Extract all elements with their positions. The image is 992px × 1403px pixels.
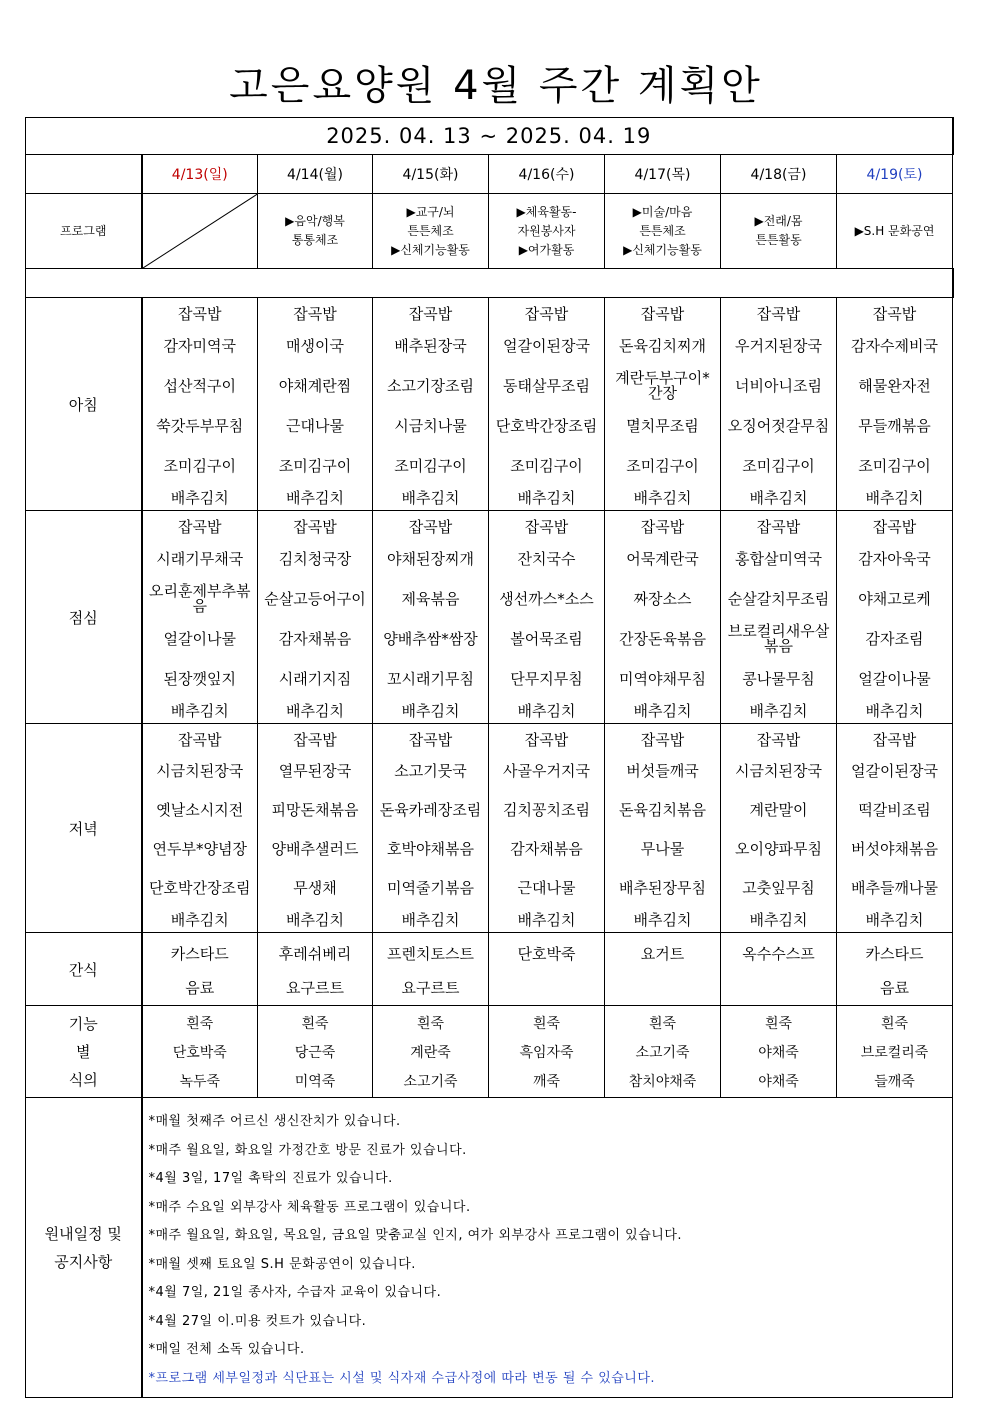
dinner-item: 배추된장무침	[619, 879, 706, 897]
notice-label	[26, 1098, 142, 1398]
breakfast-item: 감자수제비국	[851, 336, 938, 355]
special-diet-cell	[721, 1006, 837, 1098]
snack-item	[489, 971, 604, 1005]
breakfast-item: 잡곡밥	[640, 304, 685, 323]
slash-line	[143, 194, 258, 268]
breakfast-item: 얼갈이된장국	[503, 336, 590, 355]
special-diet-item: 참치야채죽	[628, 1074, 697, 1090]
lunch-item: 배추김치	[749, 701, 808, 720]
dinner-item: 미역줄기볶음	[387, 879, 474, 897]
lunch-label: 점심	[26, 511, 142, 724]
snack-item: 요거트	[640, 944, 685, 963]
breakfast-item: 잡곡밥	[408, 304, 453, 323]
dinner-item: 돈육김치볶음	[619, 801, 706, 819]
dinner-item: 감자채볶음	[510, 840, 583, 858]
notice-item: *매주 월요일, 화요일 가정간호 방문 진료가 있습니다.	[148, 1142, 467, 1158]
program-label: 프로그램	[26, 194, 142, 269]
lunch-item: 꼬시래기무침	[387, 669, 474, 688]
breakfast-item: 너비아니조림	[735, 376, 822, 395]
snack-cell	[142, 933, 258, 1006]
lunch-item: 생선까스*소스	[499, 589, 594, 608]
notice-cell	[142, 1098, 953, 1398]
lunch-item: 미역야채무침	[619, 669, 706, 688]
special-diet-item: 깨죽	[532, 1074, 561, 1090]
snack-item: 요구르트	[401, 978, 460, 997]
special-diet-item: 당근죽	[294, 1045, 336, 1061]
lunch-item: 순살갈치무조림	[727, 589, 830, 608]
spacer-cell	[26, 269, 953, 298]
notice-item: *매월 첫째주 어르신 생신잔치가 있습니다.	[148, 1114, 401, 1129]
lunch-item: 잡곡밥	[872, 517, 917, 536]
breakfast-item: 돈육김치찌개	[619, 336, 706, 355]
day-header: 4/16(수)	[489, 155, 605, 194]
special-diet-label	[26, 1006, 142, 1098]
breakfast-item: 오징어젓갈무침	[727, 416, 830, 435]
dinner-item: 버섯들깨국	[626, 762, 699, 780]
date-range-row	[26, 118, 953, 155]
lunch-item: 야채고로케	[858, 589, 931, 608]
special-diet-cell	[142, 1006, 258, 1098]
special-diet-item: 계란죽	[410, 1045, 451, 1061]
breakfast-item: 쑥갓두부무침	[156, 416, 244, 435]
breakfast-cell	[721, 298, 837, 511]
breakfast-item: 동태살무조림	[503, 376, 590, 395]
breakfast-cell	[258, 298, 373, 511]
dinner-item: 배추김치	[170, 910, 229, 929]
lunch-item: 배추김치	[865, 701, 924, 720]
breakfast-item: 우거지된장국	[735, 336, 822, 355]
special-diet-item: 브로컬리죽	[860, 1045, 929, 1061]
program-line: 자원봉사자	[517, 223, 576, 238]
lunch-item: 잡곡밥	[408, 517, 453, 536]
breakfast-item: 멸치무조림	[626, 416, 699, 435]
breakfast-cell	[837, 298, 953, 511]
lunch-item: 김치청국장	[278, 549, 352, 568]
special-diet-cell	[837, 1006, 953, 1098]
snack-cell	[837, 933, 953, 1006]
dinner-item: 무나물	[640, 840, 685, 858]
notice-item: *매주 월요일, 화요일, 목요일, 금요일 맞춤교실 인지, 여가 외부강사 프로그램이 있습니다.	[148, 1228, 683, 1243]
dinner-item: 호박야채볶음	[387, 840, 474, 858]
special-diet-item: 흰죽	[416, 1016, 445, 1032]
dinner-item: 연두부*양념장	[152, 840, 247, 858]
dinner-item: 잡곡밥	[872, 730, 917, 749]
special-diet-item: 야채죽	[758, 1045, 799, 1061]
dinner-item: 돈육카레장조림	[379, 801, 482, 819]
program-cell	[837, 194, 953, 269]
program-line: ▶여가활동	[518, 242, 575, 257]
notice-item: *4월 27일 이.미용 컷트가 있습니다.	[148, 1313, 367, 1329]
breakfast-item: 배추김치	[401, 488, 460, 507]
dinner-item: 버섯야채볶음	[851, 840, 938, 858]
lunch-cell	[489, 511, 605, 724]
program-line: ▶전래/몸	[754, 214, 803, 228]
program-line: ▶신체기능활동	[391, 242, 470, 257]
dinner-item: 무생채	[293, 879, 337, 897]
snack-cell	[258, 933, 373, 1006]
lunch-item: 잡곡밥	[293, 517, 337, 536]
breakfast-item: 잡곡밥	[756, 304, 801, 323]
dinner-item: 떡갈비조림	[858, 801, 931, 819]
snack-item: 단호박죽	[517, 944, 576, 963]
breakfast-item: 근대나물	[286, 416, 344, 435]
program-line: ▶체육활동-	[516, 204, 577, 219]
dinner-item: 계란말이	[749, 801, 808, 819]
program-cell	[721, 194, 837, 269]
snack-item	[721, 971, 836, 1005]
special-diet-cell	[258, 1006, 373, 1098]
dinner-item: 잡곡밥	[640, 730, 685, 749]
dinner-item: 배추김치	[401, 910, 460, 929]
special-diet-label-line: 식의	[68, 1070, 98, 1089]
spacer-row	[26, 269, 953, 298]
snack-cell	[721, 933, 837, 1006]
notice-row	[26, 1098, 953, 1398]
dinner-item: 잡곡밥	[408, 730, 453, 749]
dinner-item: 배추김치	[633, 910, 692, 929]
snack-item: 카스타드	[170, 944, 229, 963]
lunch-item: 볼어묵조림	[510, 629, 583, 648]
lunch-item: 단무지무침	[510, 669, 583, 688]
special-diet-item: 흰죽	[532, 1016, 561, 1032]
special-diet-cell	[373, 1006, 489, 1098]
date-range: 2025. 04. 13 ~ 2025. 04. 19	[26, 118, 953, 155]
snack-item: 음료	[880, 978, 909, 997]
special-diet-item: 소고기죽	[635, 1045, 690, 1061]
dinner-item: 잡곡밥	[524, 730, 569, 749]
special-diet-item: 흰죽	[301, 1016, 329, 1032]
weekly-plan-table	[25, 117, 954, 1398]
program-line: ▶음악/행복	[285, 214, 345, 228]
lunch-item: 야채된장찌개	[387, 549, 474, 568]
lunch-item: 감자채볶음	[278, 629, 352, 648]
breakfast-item: 단호박간장조림	[495, 416, 598, 435]
dinner-item: 시금치된장국	[156, 762, 244, 780]
dinner-item: 열무된장국	[278, 762, 352, 780]
breakfast-item: 배추김치	[517, 488, 576, 507]
dinner-cell	[837, 724, 953, 933]
dinner-cell	[258, 724, 373, 933]
dinner-item: 시금치된장국	[735, 762, 822, 780]
breakfast-item: 배추김치	[865, 488, 924, 507]
breakfast-item: 계란두부구이*간장	[615, 369, 710, 402]
dinner-item: 근대나물	[517, 879, 576, 897]
lunch-item: 배추김치	[286, 701, 344, 720]
dinner-item: 잡곡밥	[756, 730, 801, 749]
lunch-item: 배추김치	[170, 701, 229, 720]
day-header: 4/13(일)	[142, 155, 258, 194]
dinner-row	[26, 724, 953, 933]
breakfast-item: 배추된장국	[394, 336, 467, 355]
lunch-item: 시래기지짐	[278, 669, 352, 688]
lunch-item: 된장깻잎지	[163, 669, 236, 688]
breakfast-row	[26, 298, 953, 511]
page-title: 고은요양원 4월 주간 계획안	[229, 63, 763, 109]
special-diet-item: 흰죽	[648, 1016, 677, 1032]
lunch-item: 잡곡밥	[756, 517, 801, 536]
lunch-item: 배추김치	[633, 701, 692, 720]
breakfast-item: 무들깨볶음	[858, 416, 931, 435]
lunch-cell	[605, 511, 721, 724]
lunch-item: 얼갈이나물	[858, 669, 931, 688]
special-diet-item: 야채죽	[758, 1074, 799, 1090]
breakfast-item: 조미김구이	[858, 456, 931, 475]
breakfast-label: 아침	[26, 298, 142, 511]
breakfast-item: 섭산적구이	[163, 376, 236, 395]
dinner-item: 고춧잎무침	[742, 879, 815, 897]
lunch-item: 배추김치	[401, 701, 460, 720]
lunch-item: 오리훈제부추볶음	[149, 582, 251, 615]
breakfast-item: 조미김구이	[394, 456, 467, 475]
dinner-item: 오이양파무침	[735, 840, 822, 858]
special-diet-item: 녹두죽	[179, 1074, 221, 1090]
lunch-row	[26, 511, 953, 724]
day-header-row	[26, 155, 953, 194]
lunch-cell	[721, 511, 837, 724]
breakfast-item: 조미김구이	[278, 456, 352, 475]
breakfast-item: 감자미역국	[163, 336, 236, 355]
day-header: 4/15(화)	[373, 155, 489, 194]
special-diet-item: 미역죽	[294, 1074, 336, 1090]
snack-item: 음료	[185, 978, 215, 997]
snack-row	[26, 933, 953, 1006]
program-line: 통통체조	[291, 233, 339, 247]
special-diet-cell	[605, 1006, 721, 1098]
notice-item: *매주 수요일 외부강사 체육활동 프로그램이 있습니다.	[148, 1199, 471, 1215]
lunch-item: 감자조림	[865, 629, 924, 648]
breakfast-item: 조미김구이	[163, 456, 236, 475]
notice-label-line: 원내일정 및	[44, 1224, 122, 1243]
dinner-item: 배추김치	[517, 910, 576, 929]
lunch-item: 잔치국수	[517, 549, 576, 568]
breakfast-cell	[373, 298, 489, 511]
special-diet-row	[26, 1006, 953, 1098]
program-line: 튼튼체조	[639, 223, 686, 238]
lunch-item: 얼갈이나물	[163, 629, 236, 648]
special-diet-item: 소고기죽	[403, 1074, 458, 1090]
special-diet-item: 흰죽	[764, 1016, 793, 1032]
breakfast-item: 잡곡밥	[872, 304, 917, 323]
day-header: 4/17(목)	[605, 155, 721, 194]
snack-item	[605, 971, 720, 1005]
dinner-cell	[721, 724, 837, 933]
day-header: 4/19(토)	[837, 155, 953, 194]
breakfast-item: 시금치나물	[394, 416, 467, 435]
program-cell	[373, 194, 489, 269]
breakfast-cell	[489, 298, 605, 511]
program-cell	[258, 194, 373, 269]
dinner-cell	[489, 724, 605, 933]
lunch-item: 배추김치	[517, 701, 576, 720]
special-diet-item: 단호박죽	[172, 1045, 227, 1061]
special-diet-item: 흰죽	[186, 1016, 214, 1032]
breakfast-item: 배추김치	[633, 488, 692, 507]
notice-item: *매월 셋째 토요일 S.H 문화공연이 있습니다.	[148, 1256, 416, 1272]
dinner-cell	[142, 724, 258, 933]
day-header: 4/14(월)	[258, 155, 373, 194]
breakfast-item: 매생이국	[286, 336, 344, 355]
special-diet-cell	[489, 1006, 605, 1098]
lunch-item: 홍합살미역국	[735, 549, 822, 568]
breakfast-item: 조미김구이	[626, 456, 699, 475]
snack-item: 요구르트	[286, 978, 344, 997]
breakfast-item: 소고기장조림	[387, 376, 474, 395]
program-line: ▶교구/뇌	[406, 204, 455, 219]
program-line: ▶신체기능활동	[623, 242, 702, 257]
lunch-item: 콩나물무침	[742, 669, 815, 688]
lunch-cell	[837, 511, 953, 724]
notice-item: *프로그램 세부일정과 식단표는 시설 및 식자재 수급사정에 따라 변동 될 수 있습니다.	[148, 1370, 656, 1386]
breakfast-item: 조미김구이	[742, 456, 815, 475]
lunch-item: 잡곡밥	[178, 517, 222, 536]
lunch-item: 감자아욱국	[858, 549, 931, 568]
dinner-cell	[373, 724, 489, 933]
program-line: ▶S.H 문화공연	[854, 223, 935, 238]
breakfast-item: 야채계란찜	[278, 376, 352, 395]
special-diet-label-line: 별	[76, 1042, 91, 1061]
diagonal-slash	[143, 194, 258, 268]
lunch-item: 순살고등어구이	[264, 589, 366, 608]
program-cell	[489, 194, 605, 269]
dinner-item: 배추김치	[749, 910, 808, 929]
special-diet-item: 흑임자죽	[519, 1045, 574, 1061]
breakfast-item: 배추김치	[749, 488, 808, 507]
notice-item: *4월 3일, 17일 촉탁의 진료가 있습니다.	[148, 1171, 393, 1186]
notice-item: *4월 7일, 21일 종사자, 수급자 교육이 있습니다.	[148, 1285, 442, 1300]
dinner-item: 양배추샐러드	[271, 840, 359, 858]
snack-item: 카스타드	[865, 944, 924, 963]
lunch-cell	[373, 511, 489, 724]
lunch-item: 간장돈육볶음	[619, 629, 706, 648]
lunch-item: 제육볶음	[401, 589, 460, 608]
notice-list	[143, 1098, 953, 1397]
lunch-item: 시래기무채국	[156, 549, 244, 568]
program-cell	[605, 194, 721, 269]
dinner-cell	[605, 724, 721, 933]
snack-item: 프렌치토스트	[387, 944, 474, 963]
notice-item: *매일 전체 소독 있습니다.	[148, 1342, 305, 1357]
special-diet-item: 흰죽	[880, 1016, 909, 1032]
dinner-item: 김치꽁치조림	[503, 801, 590, 819]
breakfast-item: 해물완자전	[858, 376, 931, 395]
lunch-item: 어묵계란국	[626, 549, 699, 568]
dinner-item: 배추김치	[865, 910, 924, 929]
snack-item: 옥수수스프	[742, 944, 815, 963]
dinner-item: 배추김치	[286, 910, 344, 929]
dinner-item: 옛날소시지전	[156, 801, 244, 819]
lunch-item: 양배추쌈*쌈장	[383, 629, 478, 648]
special-diet-item: 들깨죽	[874, 1074, 915, 1090]
lunch-cell	[258, 511, 373, 724]
breakfast-cell	[605, 298, 721, 511]
lunch-cell	[142, 511, 258, 724]
breakfast-item: 배추김치	[286, 488, 344, 507]
snack-label: 간식	[26, 933, 142, 1006]
lunch-item: 브로컬리새우살볶음	[727, 622, 830, 655]
program-cell-empty	[142, 194, 258, 269]
dinner-item: 소고기뭇국	[394, 762, 467, 780]
program-line: ▶미술/마음	[632, 204, 693, 219]
lunch-item: 잡곡밥	[524, 517, 569, 536]
breakfast-item: 잡곡밥	[293, 304, 337, 323]
notice-label-line: 공지사항	[54, 1252, 113, 1271]
corner-cell	[26, 155, 142, 194]
lunch-item: 잡곡밥	[640, 517, 685, 536]
special-diet-label-line: 기능	[68, 1014, 98, 1033]
day-header: 4/18(금)	[721, 155, 837, 194]
dinner-item: 잡곡밥	[293, 730, 337, 749]
program-line: 튼튼활동	[755, 233, 802, 247]
breakfast-item: 조미김구이	[510, 456, 583, 475]
breakfast-cell	[142, 298, 258, 511]
snack-item: 후레쉬베리	[278, 944, 352, 963]
breakfast-item: 배추김치	[170, 488, 229, 507]
snack-cell	[373, 933, 489, 1006]
program-line: 튼튼체조	[407, 223, 454, 238]
dinner-item: 잡곡밥	[178, 730, 222, 749]
dinner-item: 단호박간장조림	[149, 879, 251, 897]
dinner-label: 저녁	[26, 724, 142, 933]
dinner-item: 피망돈채볶음	[271, 801, 359, 819]
snack-cell	[605, 933, 721, 1006]
program-row	[26, 194, 953, 269]
dinner-item: 배추들깨나물	[851, 879, 938, 897]
lunch-item: 짜장소스	[633, 589, 692, 608]
snack-cell	[489, 933, 605, 1006]
dinner-item: 얼갈이된장국	[851, 762, 938, 780]
breakfast-item: 잡곡밥	[178, 304, 222, 323]
dinner-item: 사골우거지국	[503, 762, 590, 780]
breakfast-item: 잡곡밥	[524, 304, 569, 323]
